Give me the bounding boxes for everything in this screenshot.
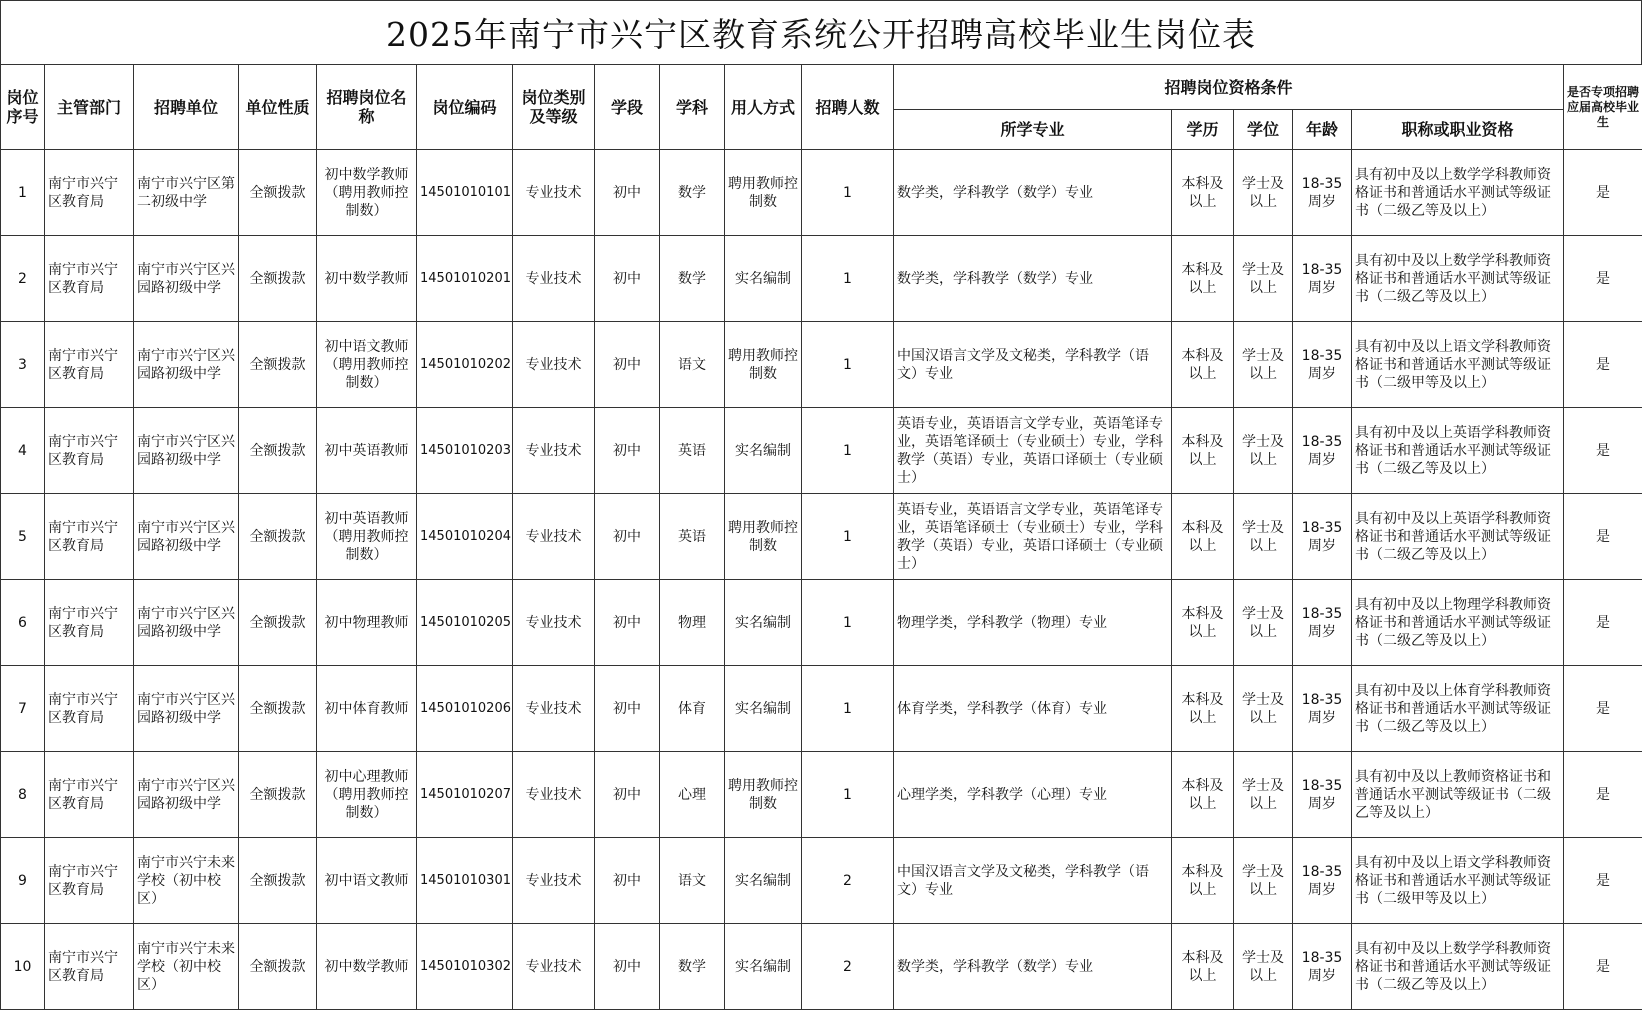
cell-subject: 物理 bbox=[660, 580, 725, 666]
header-stage: 学段 bbox=[595, 65, 660, 150]
cell-dept: 南宁市兴宁区教育局 bbox=[45, 752, 134, 838]
cell-education: 本科及以上 bbox=[1172, 580, 1234, 666]
cell-subject: 体育 bbox=[660, 666, 725, 752]
cell-subject: 数学 bbox=[660, 924, 725, 1010]
cell-post-code: 14501010302 bbox=[417, 924, 513, 1010]
cell-post-name: 初中数学教师 bbox=[317, 924, 417, 1010]
cell-post-name: 初中物理教师 bbox=[317, 580, 417, 666]
cell-degree: 学士及以上 bbox=[1234, 150, 1293, 236]
header-degree: 学位 bbox=[1234, 110, 1293, 150]
cell-post-code: 14501010204 bbox=[417, 494, 513, 580]
cell-stage: 初中 bbox=[595, 580, 660, 666]
cell-stage: 初中 bbox=[595, 494, 660, 580]
cell-post-name: 初中语文教师 bbox=[317, 838, 417, 924]
cell-age: 18-35周岁 bbox=[1293, 236, 1352, 322]
cell-count: 1 bbox=[802, 580, 894, 666]
cell-nature: 全额拨款 bbox=[239, 150, 317, 236]
cell-nature: 全额拨款 bbox=[239, 666, 317, 752]
cell-degree: 学士及以上 bbox=[1234, 408, 1293, 494]
cell-nature: 全额拨款 bbox=[239, 494, 317, 580]
cell-category: 专业技术 bbox=[513, 322, 595, 408]
cell-seq: 4 bbox=[1, 408, 45, 494]
cell-employment: 聘用教师控制数 bbox=[725, 322, 802, 408]
cell-education: 本科及以上 bbox=[1172, 838, 1234, 924]
cell-post-code: 14501010207 bbox=[417, 752, 513, 838]
cell-degree: 学士及以上 bbox=[1234, 838, 1293, 924]
cell-category: 专业技术 bbox=[513, 150, 595, 236]
cell-degree: 学士及以上 bbox=[1234, 666, 1293, 752]
cell-employment: 聘用教师控制数 bbox=[725, 494, 802, 580]
header-employment: 用人方式 bbox=[725, 65, 802, 150]
cell-employment: 实名编制 bbox=[725, 580, 802, 666]
cell-nature: 全额拨款 bbox=[239, 236, 317, 322]
cell-post-code: 14501010202 bbox=[417, 322, 513, 408]
cell-nature: 全额拨款 bbox=[239, 838, 317, 924]
cell-unit: 南宁市兴宁区兴园路初级中学 bbox=[134, 408, 239, 494]
cell-unit: 南宁市兴宁区兴园路初级中学 bbox=[134, 322, 239, 408]
cell-certificate: 具有初中及以上语文学科教师资格证书和普通话水平测试等级证书（二级甲等及以上） bbox=[1352, 322, 1564, 408]
cell-certificate: 具有初中及以上英语学科教师资格证书和普通话水平测试等级证书（二级乙等及以上） bbox=[1352, 494, 1564, 580]
cell-education: 本科及以上 bbox=[1172, 322, 1234, 408]
cell-major: 体育学类，学科教学（体育）专业 bbox=[894, 666, 1172, 752]
cell-dept: 南宁市兴宁区教育局 bbox=[45, 236, 134, 322]
cell-post-code: 14501010203 bbox=[417, 408, 513, 494]
cell-stage: 初中 bbox=[595, 752, 660, 838]
cell-category: 专业技术 bbox=[513, 838, 595, 924]
cell-stage: 初中 bbox=[595, 322, 660, 408]
cell-unit: 南宁市兴宁区第二初级中学 bbox=[134, 150, 239, 236]
cell-employment: 实名编制 bbox=[725, 838, 802, 924]
cell-age: 18-35周岁 bbox=[1293, 150, 1352, 236]
cell-age: 18-35周岁 bbox=[1293, 838, 1352, 924]
table-row bbox=[1, 236, 1642, 322]
cell-certificate: 具有初中及以上数学学科教师资格证书和普通话水平测试等级证书（二级乙等及以上） bbox=[1352, 236, 1564, 322]
cell-education: 本科及以上 bbox=[1172, 408, 1234, 494]
cell-count: 1 bbox=[802, 408, 894, 494]
cell-dept: 南宁市兴宁区教育局 bbox=[45, 666, 134, 752]
cell-dept: 南宁市兴宁区教育局 bbox=[45, 580, 134, 666]
cell-graduate: 是 bbox=[1564, 666, 1642, 752]
table-body bbox=[1, 150, 1642, 1010]
job-table bbox=[0, 64, 1642, 1010]
cell-unit: 南宁市兴宁未来学校（初中校区） bbox=[134, 924, 239, 1010]
header-count: 招聘人数 bbox=[802, 65, 894, 150]
cell-stage: 初中 bbox=[595, 666, 660, 752]
cell-dept: 南宁市兴宁区教育局 bbox=[45, 408, 134, 494]
cell-degree: 学士及以上 bbox=[1234, 322, 1293, 408]
cell-post-code: 14501010101 bbox=[417, 150, 513, 236]
cell-graduate: 是 bbox=[1564, 322, 1642, 408]
cell-seq: 8 bbox=[1, 752, 45, 838]
cell-post-name: 初中数学教师 bbox=[317, 236, 417, 322]
cell-education: 本科及以上 bbox=[1172, 924, 1234, 1010]
cell-subject: 语文 bbox=[660, 838, 725, 924]
cell-age: 18-35周岁 bbox=[1293, 752, 1352, 838]
cell-category: 专业技术 bbox=[513, 752, 595, 838]
cell-category: 专业技术 bbox=[513, 494, 595, 580]
table-row bbox=[1, 666, 1642, 752]
cell-seq: 6 bbox=[1, 580, 45, 666]
cell-post-code: 14501010301 bbox=[417, 838, 513, 924]
cell-major: 物理学类，学科教学（物理）专业 bbox=[894, 580, 1172, 666]
cell-degree: 学士及以上 bbox=[1234, 752, 1293, 838]
cell-education: 本科及以上 bbox=[1172, 236, 1234, 322]
cell-subject: 心理 bbox=[660, 752, 725, 838]
cell-count: 2 bbox=[802, 924, 894, 1010]
cell-count: 1 bbox=[802, 666, 894, 752]
cell-stage: 初中 bbox=[595, 150, 660, 236]
cell-certificate: 具有初中及以上数学学科教师资格证书和普通话水平测试等级证书（二级乙等及以上） bbox=[1352, 924, 1564, 1010]
table-row bbox=[1, 924, 1642, 1010]
cell-major: 中国汉语言文学及文秘类，学科教学（语文）专业 bbox=[894, 322, 1172, 408]
table-row bbox=[1, 838, 1642, 924]
cell-unit: 南宁市兴宁区兴园路初级中学 bbox=[134, 236, 239, 322]
header-subject: 学科 bbox=[660, 65, 725, 150]
cell-certificate: 具有初中及以上数学学科教师资格证书和普通话水平测试等级证书（二级乙等及以上） bbox=[1352, 150, 1564, 236]
header-education: 学历 bbox=[1172, 110, 1234, 150]
cell-major: 数学类，学科教学（数学）专业 bbox=[894, 924, 1172, 1010]
cell-graduate: 是 bbox=[1564, 924, 1642, 1010]
cell-graduate: 是 bbox=[1564, 580, 1642, 666]
header-category: 岗位类别及等级 bbox=[513, 65, 595, 150]
cell-post-name: 初中英语教师 bbox=[317, 408, 417, 494]
cell-post-code: 14501010205 bbox=[417, 580, 513, 666]
cell-unit: 南宁市兴宁区兴园路初级中学 bbox=[134, 752, 239, 838]
cell-nature: 全额拨款 bbox=[239, 752, 317, 838]
cell-certificate: 具有初中及以上教师资格证书和普通话水平测试等级证书（二级乙等及以上） bbox=[1352, 752, 1564, 838]
header-seq: 岗位序号 bbox=[1, 65, 45, 150]
cell-count: 1 bbox=[802, 150, 894, 236]
cell-employment: 聘用教师控制数 bbox=[725, 150, 802, 236]
cell-age: 18-35周岁 bbox=[1293, 408, 1352, 494]
cell-employment: 实名编制 bbox=[725, 236, 802, 322]
cell-category: 专业技术 bbox=[513, 408, 595, 494]
cell-education: 本科及以上 bbox=[1172, 150, 1234, 236]
cell-age: 18-35周岁 bbox=[1293, 666, 1352, 752]
cell-nature: 全额拨款 bbox=[239, 924, 317, 1010]
cell-dept: 南宁市兴宁区教育局 bbox=[45, 924, 134, 1010]
cell-stage: 初中 bbox=[595, 236, 660, 322]
cell-graduate: 是 bbox=[1564, 494, 1642, 580]
cell-employment: 实名编制 bbox=[725, 408, 802, 494]
cell-employment: 实名编制 bbox=[725, 924, 802, 1010]
cell-count: 2 bbox=[802, 838, 894, 924]
table-row bbox=[1, 322, 1642, 408]
cell-subject: 英语 bbox=[660, 494, 725, 580]
cell-major: 英语专业，英语语言文学专业，英语笔译专业，英语笔译硕士（专业硕士）专业，学科教学（英语）专业，英语口译硕士（专业硕士） bbox=[894, 408, 1172, 494]
cell-seq: 3 bbox=[1, 322, 45, 408]
cell-post-code: 14501010201 bbox=[417, 236, 513, 322]
header-major: 所学专业 bbox=[894, 110, 1172, 150]
cell-degree: 学士及以上 bbox=[1234, 924, 1293, 1010]
cell-education: 本科及以上 bbox=[1172, 666, 1234, 752]
cell-dept: 南宁市兴宁区教育局 bbox=[45, 838, 134, 924]
cell-degree: 学士及以上 bbox=[1234, 236, 1293, 322]
cell-seq: 7 bbox=[1, 666, 45, 752]
header-unit: 招聘单位 bbox=[134, 65, 239, 150]
cell-unit: 南宁市兴宁区兴园路初级中学 bbox=[134, 666, 239, 752]
cell-education: 本科及以上 bbox=[1172, 752, 1234, 838]
cell-certificate: 具有初中及以上英语学科教师资格证书和普通话水平测试等级证书（二级乙等及以上） bbox=[1352, 408, 1564, 494]
header-post-code: 岗位编码 bbox=[417, 65, 513, 150]
cell-post-code: 14501010206 bbox=[417, 666, 513, 752]
cell-certificate: 具有初中及以上物理学科教师资格证书和普通话水平测试等级证书（二级乙等及以上） bbox=[1352, 580, 1564, 666]
header-qualifications: 招聘岗位资格条件 bbox=[894, 65, 1564, 110]
cell-nature: 全额拨款 bbox=[239, 580, 317, 666]
cell-count: 1 bbox=[802, 494, 894, 580]
header-post-name: 招聘岗位名称 bbox=[317, 65, 417, 150]
table-row bbox=[1, 580, 1642, 666]
cell-count: 1 bbox=[802, 322, 894, 408]
cell-age: 18-35周岁 bbox=[1293, 580, 1352, 666]
cell-post-name: 初中数学教师（聘用教师控制数） bbox=[317, 150, 417, 236]
cell-subject: 数学 bbox=[660, 150, 725, 236]
cell-count: 1 bbox=[802, 236, 894, 322]
cell-graduate: 是 bbox=[1564, 236, 1642, 322]
table-row bbox=[1, 150, 1642, 236]
page-title: 2025年南宁市兴宁区教育系统公开招聘高校毕业生岗位表 bbox=[0, 0, 1642, 64]
header-certificate: 职称或职业资格 bbox=[1352, 110, 1564, 150]
cell-age: 18-35周岁 bbox=[1293, 322, 1352, 408]
cell-age: 18-35周岁 bbox=[1293, 494, 1352, 580]
cell-category: 专业技术 bbox=[513, 580, 595, 666]
cell-post-name: 初中英语教师（聘用教师控制数） bbox=[317, 494, 417, 580]
cell-major: 数学类，学科教学（数学）专业 bbox=[894, 236, 1172, 322]
cell-age: 18-35周岁 bbox=[1293, 924, 1352, 1010]
cell-unit: 南宁市兴宁区兴园路初级中学 bbox=[134, 580, 239, 666]
cell-major: 数学类，学科教学（数学）专业 bbox=[894, 150, 1172, 236]
cell-stage: 初中 bbox=[595, 838, 660, 924]
cell-seq: 9 bbox=[1, 838, 45, 924]
cell-post-name: 初中心理教师（聘用教师控制数） bbox=[317, 752, 417, 838]
cell-dept: 南宁市兴宁区教育局 bbox=[45, 322, 134, 408]
cell-subject: 语文 bbox=[660, 322, 725, 408]
cell-degree: 学士及以上 bbox=[1234, 494, 1293, 580]
cell-major: 英语专业，英语语言文学专业，英语笔译专业，英语笔译硕士（专业硕士）专业，学科教学（英语）专业，英语口译硕士（专业硕士） bbox=[894, 494, 1172, 580]
cell-category: 专业技术 bbox=[513, 666, 595, 752]
cell-graduate: 是 bbox=[1564, 150, 1642, 236]
cell-nature: 全额拨款 bbox=[239, 322, 317, 408]
cell-certificate: 具有初中及以上语文学科教师资格证书和普通话水平测试等级证书（二级甲等及以上） bbox=[1352, 838, 1564, 924]
cell-subject: 英语 bbox=[660, 408, 725, 494]
cell-education: 本科及以上 bbox=[1172, 494, 1234, 580]
cell-subject: 数学 bbox=[660, 236, 725, 322]
cell-dept: 南宁市兴宁区教育局 bbox=[45, 494, 134, 580]
table-row bbox=[1, 494, 1642, 580]
cell-category: 专业技术 bbox=[513, 236, 595, 322]
cell-graduate: 是 bbox=[1564, 752, 1642, 838]
cell-unit: 南宁市兴宁未来学校（初中校区） bbox=[134, 838, 239, 924]
cell-graduate: 是 bbox=[1564, 838, 1642, 924]
cell-category: 专业技术 bbox=[513, 924, 595, 1010]
cell-seq: 1 bbox=[1, 150, 45, 236]
cell-employment: 实名编制 bbox=[725, 666, 802, 752]
cell-employment: 聘用教师控制数 bbox=[725, 752, 802, 838]
table-row bbox=[1, 752, 1642, 838]
cell-stage: 初中 bbox=[595, 924, 660, 1010]
cell-unit: 南宁市兴宁区兴园路初级中学 bbox=[134, 494, 239, 580]
cell-seq: 10 bbox=[1, 924, 45, 1010]
cell-certificate: 具有初中及以上体育学科教师资格证书和普通话水平测试等级证书（二级乙等及以上） bbox=[1352, 666, 1564, 752]
cell-major: 心理学类，学科教学（心理）专业 bbox=[894, 752, 1172, 838]
cell-seq: 2 bbox=[1, 236, 45, 322]
header-nature: 单位性质 bbox=[239, 65, 317, 150]
cell-post-name: 初中体育教师 bbox=[317, 666, 417, 752]
header-row-1 bbox=[1, 65, 1642, 110]
table-row bbox=[1, 408, 1642, 494]
cell-seq: 5 bbox=[1, 494, 45, 580]
header-age: 年龄 bbox=[1293, 110, 1352, 150]
cell-stage: 初中 bbox=[595, 408, 660, 494]
cell-dept: 南宁市兴宁区教育局 bbox=[45, 150, 134, 236]
cell-post-name: 初中语文教师（聘用教师控制数） bbox=[317, 322, 417, 408]
cell-count: 1 bbox=[802, 752, 894, 838]
cell-graduate: 是 bbox=[1564, 408, 1642, 494]
cell-nature: 全额拨款 bbox=[239, 408, 317, 494]
header-graduate: 是否专项招聘应届高校毕业生 bbox=[1564, 65, 1642, 150]
header-dept: 主管部门 bbox=[45, 65, 134, 150]
cell-major: 中国汉语言文学及文秘类，学科教学（语文）专业 bbox=[894, 838, 1172, 924]
cell-degree: 学士及以上 bbox=[1234, 580, 1293, 666]
